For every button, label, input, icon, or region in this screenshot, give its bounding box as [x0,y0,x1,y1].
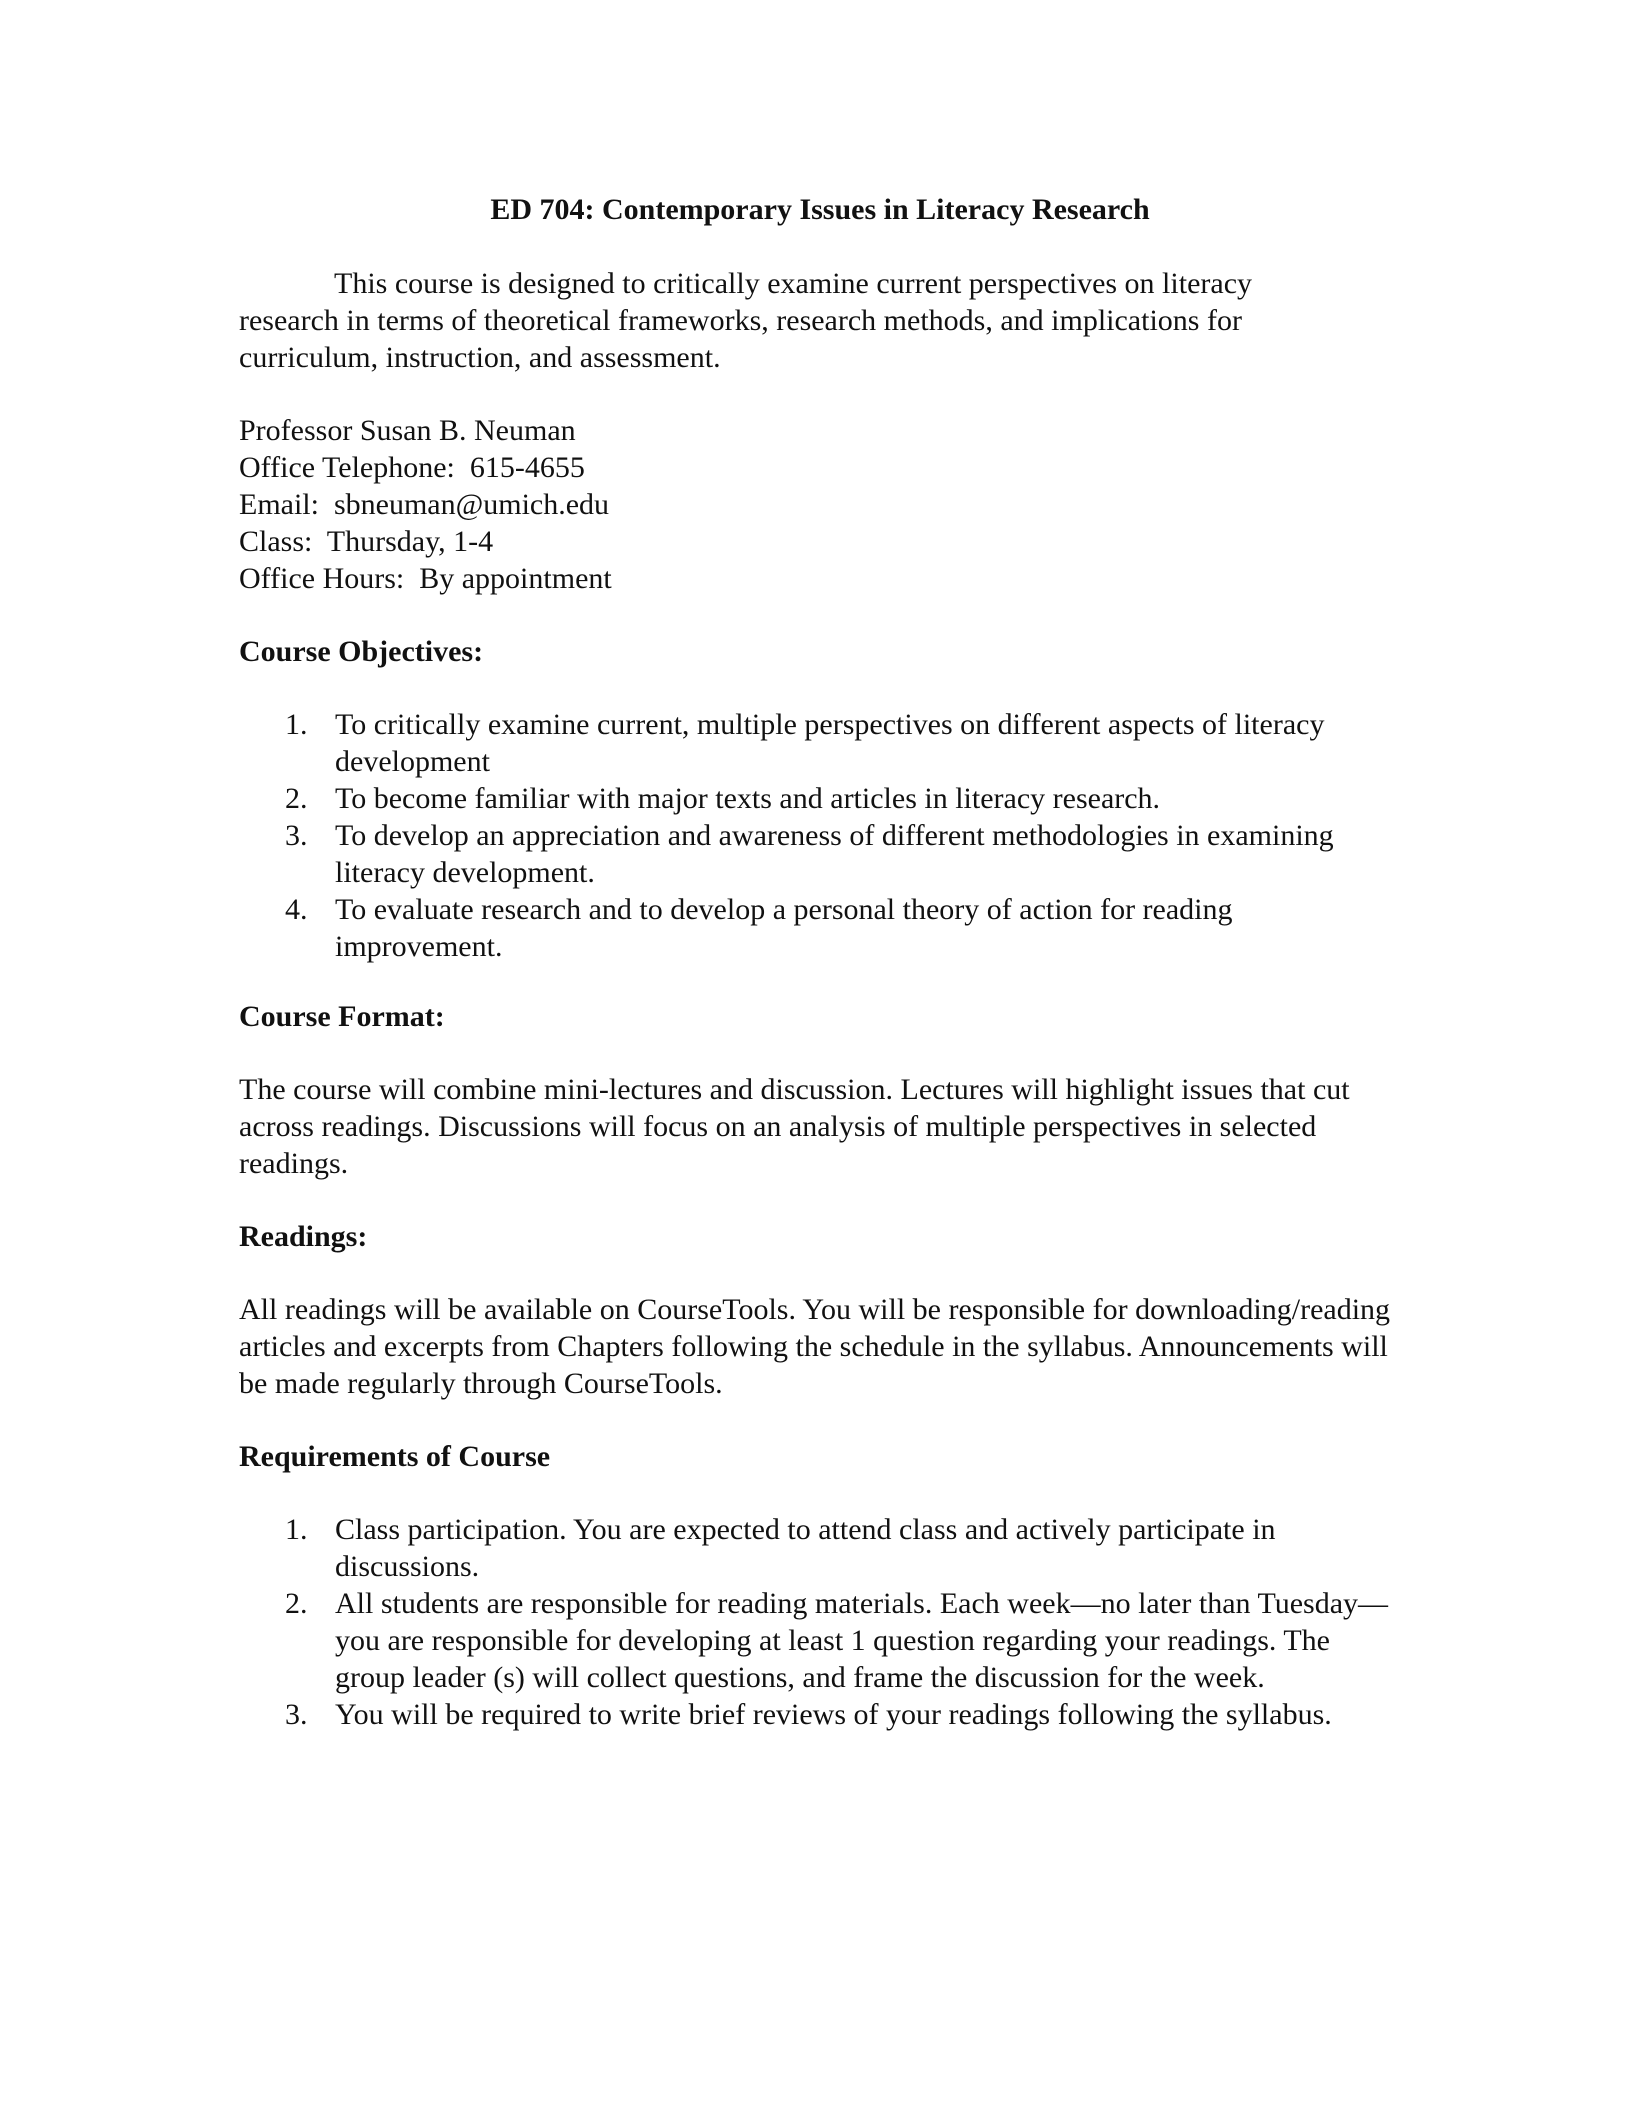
list-item [239,1696,1399,1733]
list-text: You will be required to write brief reviews of your readings following the syllabus. [335,1698,1332,1731]
list-text: To become familiar with major texts and articles in literacy research. [335,782,1161,815]
office-telephone: Office Telephone: 615-4655 [239,451,585,484]
list-item [239,817,1399,891]
list-item [239,706,1399,780]
course-intro: This course is designed to critically examine current perspectives on literacy research in terms of theoretical frameworks, research methods, and implications for curriculum, instruction, and assessment. [239,267,1253,374]
list-number: 1. [285,708,308,741]
contact-info [239,412,1399,597]
list-item [239,891,1399,965]
format-heading: Course Format: [239,1000,445,1033]
list-item [239,780,1399,817]
list-text: All students are responsible for reading materials. Each week—no later than Tuesday—you are responsible for developing at least 1 question regarding your readings. The group leader (s) will collect questions, and frame the discussion for the week. [335,1587,1389,1694]
office-hours: Office Hours: By appointment [239,562,612,595]
requirements-heading: Requirements of Course [239,1440,551,1473]
list-number: 1. [285,1513,308,1546]
list-number: 2. [285,782,308,815]
format-text: The course will combine mini-lectures and discussion. Lectures will highlight issues that cut across readings. Discussions will focus on an analysis of multiple perspectives in selected readings. [239,1073,1350,1180]
list-number: 2. [285,1587,308,1620]
list-number: 3. [285,1698,308,1731]
list-number: 4. [285,893,308,926]
list-item [239,1585,1399,1696]
list-text: To evaluate research and to develop a personal theory of action for reading improvement. [335,893,1233,963]
readings-text: All readings will be available on CourseTools. You will be responsible for downloading/reading articles and excerpts from Chapters following the schedule in the syllabus. Announcements will be made regularly through CourseTools. [239,1293,1391,1400]
requirements-list [239,1511,1399,1733]
list-text: Class participation. You are expected to attend class and actively participate in discussions. [335,1513,1276,1583]
list-text: To develop an appreciation and awareness of different methodologies in examining literacy development. [335,819,1334,889]
readings-heading: Readings: [239,1220,368,1253]
class-time: Class: Thursday, 1-4 [239,525,494,558]
email: Email: sbneuman@umich.edu [239,488,610,521]
course-title: ED 704: Contemporary Issues in Literacy Research [490,193,1150,226]
objectives-list [239,706,1399,965]
list-item [239,1511,1399,1585]
objectives-heading: Course Objectives: [239,635,484,668]
professor-name: Professor Susan B. Neuman [239,414,576,447]
list-text: To critically examine current, multiple perspectives on different aspects of literacy development [335,708,1325,778]
list-number: 3. [285,819,308,852]
